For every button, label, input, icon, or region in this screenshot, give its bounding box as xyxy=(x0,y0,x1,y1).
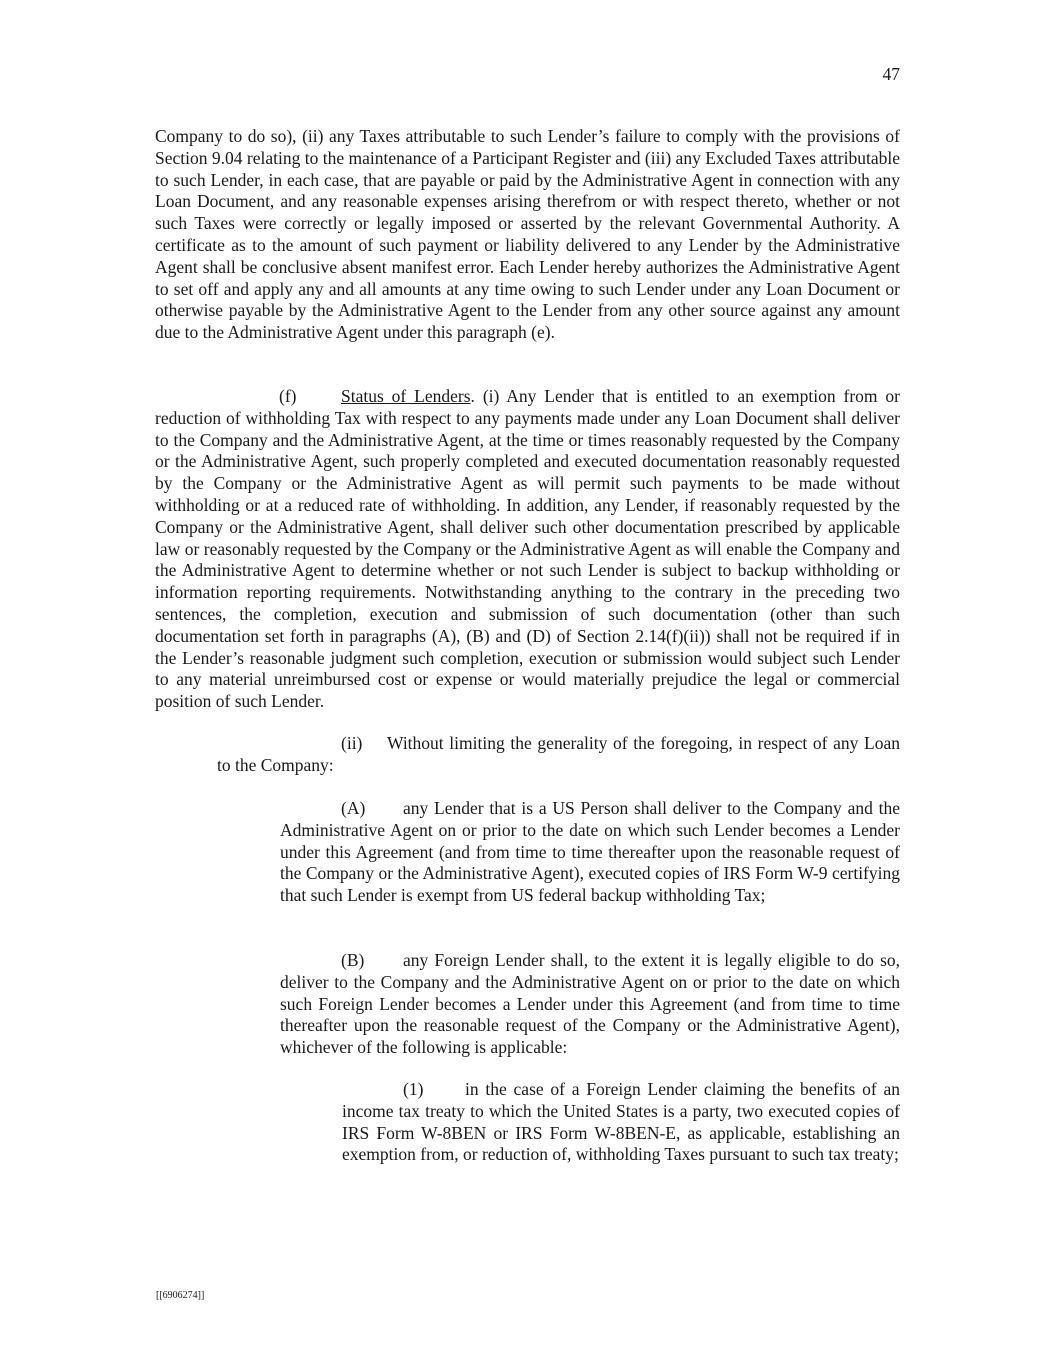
paragraph-f-heading-punct: . xyxy=(470,386,475,406)
paragraph-e-continuation: Company to do so), (ii) any Taxes attributable to such Lender’s failure to comply with the provisions of Section 9.04 relating to the maintenance of a Participant Register and (iii) any Excluded Taxes attributable to such Lender, in each case, that are payable or paid by the Administrative Agent in connection with any Loan Document, and any reasonable expenses arising therefrom or with respect thereto, whether or not such Taxes were correctly or legally imposed or asserted by the relevant Governmental Authority. A certificate as to the amount of such payment or liability delivered to any Lender by the Administrative Agent shall be conclusive absent manifest error. Each Lender hereby authorizes the Administrative Agent to set off and apply any and all amounts at any time owing to such Lender under any Loan Document or otherwise payable by the Administrative Agent to the Lender from any other source against any amount due to the Administrative Agent under this paragraph (e). xyxy=(155,126,900,343)
document-id: [[6906274]] xyxy=(156,1290,205,1301)
paragraph-A-label: (A) xyxy=(341,798,366,818)
paragraph-B xyxy=(280,950,900,1059)
paragraph-A-body: any Lender that is a US Person shall deliver to the Company and the Administrative Agent on or prior to the date on which such Lender becomes a Lender under this Agreement (and from time to time thereafter upon the reasonable request of the Company or the Administrative Agent), executed copies of IRS Form W-9 certifying that such Lender is exempt from US federal backup withholding Tax; xyxy=(280,798,900,906)
page-number: 47 xyxy=(882,64,900,84)
paragraph-f-heading: Status of Lenders xyxy=(341,386,471,406)
paragraph-f xyxy=(155,386,900,713)
paragraph-f-label: (f) xyxy=(279,386,297,406)
paragraph-ii xyxy=(217,733,900,777)
paragraph-1-label: (1) xyxy=(403,1079,424,1099)
paragraph-ii-body: Without limiting the generality of the foregoing, in respect of any Loan to the Company: xyxy=(217,733,900,775)
paragraph-1-body: in the case of a Foreign Lender claiming the benefits of an income tax treaty to which the United States is a party, two executed copies of IRS Form W-8BEN or IRS Form W-8BEN-E, as applicable, establishing an exemption from, or reduction of, withholding Taxes pursuant to such tax treaty; xyxy=(342,1079,900,1165)
paragraph-B-body: any Foreign Lender shall, to the extent it is legally eligible to do so, deliver to the Company and the Administrative Agent on or prior to the date on which such Foreign Lender becomes a Lender under this Agreement (and from time to time thereafter upon the reasonable request of the Company or the Administrative Agent), whichever of the following is applicable: xyxy=(280,950,900,1058)
paragraph-f-body: (i) Any Lender that is entitled to an exemption from or reduction of withholding Tax with respect to any payments made under any Loan Document shall deliver to the Company and the Administrative Agent, at the time or times reasonably requested by the Company or the Administrative Agent, such properly completed and executed documentation reasonably requested by the Company or the Administrative Agent as will permit such payments to be made without withholding or at a reduced rate of withholding. In addition, any Lender, if reasonably requested by the Company or the Administrative Agent, shall deliver such other documentation prescribed by applicable law or reasonably requested by the Company or the Administrative Agent as will enable the Company and the Administrative Agent to determine whether or not such Lender is subject to backup withholding or information reporting requirements. Notwithstanding anything to the contrary in the preceding two sentences, the completion, execution and submission of such documentation (other than such documentation set forth in paragraphs (A), (B) and (D) of Section 2.14(f)(ii)) shall not be required if in the Lender’s reasonable judgment such completion, execution or submission would subject such Lender to any material unreimbursed cost or expense or would materially prejudice the legal or commercial position of such Lender. xyxy=(155,386,901,712)
paragraph-A xyxy=(280,798,900,907)
paragraph-B-label: (B) xyxy=(341,950,365,970)
paragraph-1 xyxy=(342,1079,900,1166)
paragraph-ii-label: (ii) xyxy=(341,733,363,753)
